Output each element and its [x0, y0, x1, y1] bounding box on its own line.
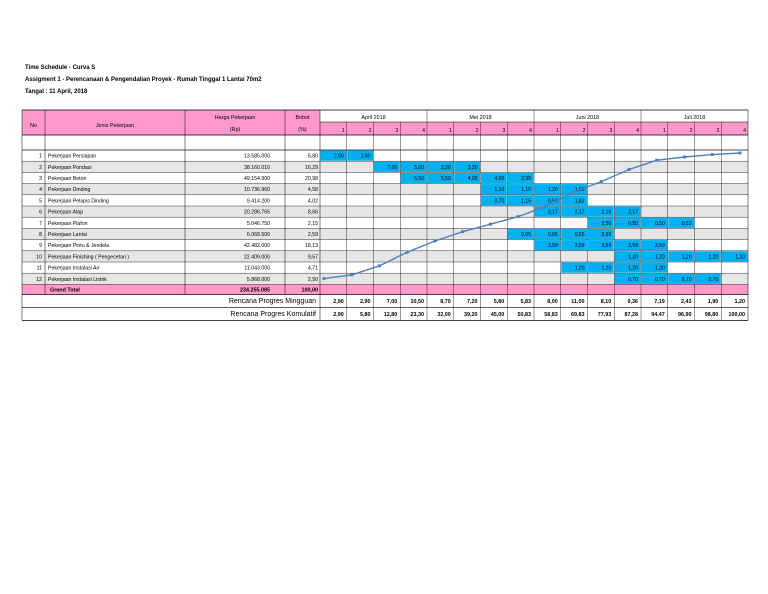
- row-price: 49.154.900: [244, 176, 270, 182]
- bar-value: 1,20: [628, 265, 638, 272]
- bar-value: 1,10: [494, 187, 505, 194]
- weekly-value: 2,90: [360, 298, 371, 305]
- s-curve-point: [323, 277, 326, 280]
- weekly-value: 7,19: [654, 298, 665, 305]
- bar-value: 0,70: [494, 198, 505, 205]
- week-header: 3: [609, 128, 613, 134]
- week-header: 2: [368, 128, 372, 134]
- bar-value: 3,59: [548, 243, 558, 250]
- col-weight-header: Bobot: [295, 115, 310, 121]
- weekly-value: 8,00: [547, 298, 558, 305]
- cumulative-value: 69,83: [571, 311, 585, 318]
- bar-value: 0,65: [574, 232, 585, 238]
- row-number: 12: [36, 276, 42, 283]
- week-header: 1: [448, 128, 452, 134]
- row-number: 8: [39, 232, 42, 238]
- row-job-name: Pekerjaan Dinding: [48, 187, 91, 194]
- week-header: 3: [502, 128, 506, 134]
- row-number: 1: [39, 153, 42, 160]
- row-job-name: Pekerjaan Lantai: [48, 232, 87, 238]
- cumulative-value: 58,83: [544, 311, 558, 318]
- weekly-value: 5,80: [493, 298, 505, 305]
- row-shade: [22, 228, 748, 239]
- s-curve-point: [406, 251, 409, 254]
- weekly-value: 10,50: [410, 298, 424, 305]
- cumulative-value: 94,47: [651, 311, 665, 318]
- row-price: 22.409.000: [244, 254, 270, 261]
- bar-value: 0,50: [601, 220, 612, 227]
- bar-value: 2,17: [628, 209, 638, 216]
- bar-value: 1,20: [655, 265, 665, 272]
- bar-value: 2,16: [601, 209, 612, 216]
- week-header: 2: [689, 128, 693, 134]
- s-curve-point: [433, 239, 436, 242]
- weekly-value: 1,20: [734, 298, 745, 305]
- row-number: 2: [39, 164, 42, 171]
- grand-total-band: [22, 284, 748, 294]
- bar-value: 7,00: [387, 164, 398, 171]
- weekly-value: 1,90: [707, 298, 719, 305]
- weekly-value: 8,10: [600, 298, 612, 305]
- bar-value: 2,98: [521, 176, 531, 182]
- row-price: 38.160.010: [244, 164, 270, 171]
- week-header: 4: [529, 128, 532, 134]
- row-price: 5.046.750: [246, 220, 270, 227]
- row-number: 9: [39, 243, 42, 250]
- document-date: Tangal : 11 April, 2018: [25, 89, 88, 95]
- row-price: 6.068.500: [246, 232, 270, 238]
- week-header: 1: [662, 128, 666, 134]
- row-number: 7: [39, 220, 42, 227]
- bar-value: 0,53: [681, 220, 692, 227]
- bar-value: 0,50: [628, 220, 638, 227]
- row-weight: 4,02: [307, 198, 318, 205]
- cumulative-value: 5,80: [360, 311, 371, 318]
- bar-value: 4,00: [494, 176, 505, 182]
- row-job-name: Pekerjaan Atap: [48, 209, 84, 216]
- col-job-header: Jenis Pekerjaan: [95, 123, 135, 129]
- cumulative-value: 12,80: [383, 311, 398, 318]
- row-price: 20.286.765: [244, 209, 270, 216]
- bar-value: 0,70: [708, 276, 719, 283]
- s-curve-point: [378, 264, 381, 267]
- bar-value: 1,20: [681, 254, 692, 261]
- week-header: 4: [422, 128, 425, 134]
- row-price: 11.043.000: [244, 265, 270, 272]
- bar-value: 5,50: [441, 176, 451, 182]
- s-curve-point: [517, 215, 520, 218]
- grand-total-label: Grand Total: [50, 287, 80, 294]
- month-header: Juli 2018: [683, 115, 706, 121]
- cumulative-value: 32,00: [437, 311, 451, 318]
- row-price: 10.736.960: [244, 187, 270, 194]
- bar-value: 5,50: [414, 176, 424, 182]
- bar-value: 1,20: [735, 254, 745, 261]
- row-weight: 2,15: [307, 220, 318, 227]
- weekly-value: 9,36: [627, 298, 638, 305]
- col-price-unit: (Rp): [229, 127, 241, 133]
- cumulative-value: 2,90: [333, 311, 344, 318]
- s-curve-point: [711, 153, 714, 156]
- bar-value: 4,00: [467, 176, 478, 182]
- weekly-label: Rencana Progres Mingguan: [228, 297, 316, 305]
- bar-value: 2,17: [574, 209, 585, 216]
- week-header: 2: [582, 128, 586, 134]
- bar-value: 0,65: [601, 232, 612, 238]
- row-weight: 16,29: [305, 164, 318, 171]
- cumulative-value: 45,00: [490, 311, 505, 318]
- weekly-value: 8,70: [440, 298, 451, 305]
- row-number: 3: [39, 176, 42, 182]
- weekly-value: 7,00: [386, 298, 398, 305]
- s-curve-point: [461, 230, 464, 233]
- row-job-name: Pekerjaan Persiapan: [48, 153, 97, 160]
- bar-value: 1,20: [708, 254, 719, 261]
- cumulative-value: 98,80: [704, 311, 719, 318]
- s-curve-point: [572, 191, 575, 194]
- col-no-header: No: [30, 123, 37, 129]
- row-weight: 18,13: [305, 243, 318, 250]
- row-weight: 4,71: [307, 265, 318, 272]
- row-job-name: Pekerjaan Pelapis Dinding: [48, 198, 109, 205]
- row-weight: 2,59: [307, 232, 318, 238]
- bar-value: 2,90: [360, 153, 371, 160]
- row-number: 10: [36, 254, 42, 261]
- weekly-value: 7,20: [467, 298, 478, 305]
- document-subtitle: Assigment 1 - Perencanaan & Pengendalian Proyek - Rumah Tinggal 1 Lantai 70m2: [25, 77, 262, 83]
- bar-value: 0,65: [548, 232, 558, 238]
- cumulative-label: Rencana Progres Komulatif: [230, 310, 316, 318]
- week-header: 2: [475, 128, 479, 134]
- week-header: 4: [636, 128, 639, 134]
- s-curve-point: [544, 205, 547, 208]
- row-shade: [22, 184, 748, 195]
- cumulative-value: 96,90: [678, 311, 692, 318]
- bar-value: 5,00: [414, 164, 424, 171]
- grand-total-weight: 100,00: [301, 287, 318, 294]
- bar-value: 0,50: [548, 198, 558, 205]
- bar-value: 1,58: [574, 187, 585, 194]
- week-header: 3: [395, 128, 399, 134]
- weekly-value: 2,90: [333, 298, 344, 305]
- bar-value: 3,59: [601, 243, 612, 250]
- row-weight: 8,66: [307, 209, 318, 216]
- row-price: 5.868.000: [246, 276, 270, 283]
- s-curve-point: [489, 223, 492, 226]
- cumulative-value: 77,93: [597, 311, 612, 318]
- weekly-value: 11,00: [571, 298, 585, 305]
- col-weight-unit: (%): [298, 127, 307, 133]
- row-weight: 20,98: [305, 176, 318, 182]
- bar-value: 1,10: [521, 187, 531, 194]
- row-number: 11: [36, 265, 42, 272]
- row-job-name: Pekerjaan Pintu & Jendela: [48, 243, 110, 250]
- bar-value: 0,65: [521, 232, 531, 238]
- s-curve-point: [600, 180, 603, 183]
- month-header: April 2018: [361, 115, 386, 121]
- row-job-name: Pekerjaan Instalasi Air: [48, 265, 100, 272]
- month-header: Mei 2018: [469, 115, 492, 121]
- weekly-value: 5,83: [520, 298, 531, 305]
- cumulative-value: 23,30: [410, 311, 424, 318]
- bar-value: 1,20: [548, 187, 558, 194]
- bar-value: 1,20: [601, 265, 612, 272]
- cumulative-value: 100,00: [728, 311, 745, 318]
- cumulative-value: 87,28: [624, 311, 638, 318]
- cumulative-value: 50,83: [517, 311, 531, 318]
- bar-value: 3,20: [441, 164, 451, 171]
- row-price: 9.414.200: [246, 198, 270, 205]
- weekly-value: 2,43: [681, 298, 692, 305]
- s-curve-point: [739, 152, 742, 155]
- row-number: 6: [39, 209, 42, 216]
- row-job-name: Pekerjaan Beton: [48, 176, 87, 182]
- grand-total-price: 234.255.085: [240, 287, 270, 294]
- row-weight: 9,57: [307, 254, 318, 261]
- col-price-header: Harga Pekerjaan: [214, 115, 256, 121]
- row-job-name: Pekerjaan Finishing ( Pengecetan ): [48, 254, 130, 261]
- bar-value: 0,50: [655, 220, 665, 227]
- document-title: Time Schedule - Curva S: [25, 65, 96, 71]
- row-price: 13.585.000: [244, 153, 270, 160]
- bar-value: 3,59: [574, 243, 585, 250]
- row-job-name: Pekerjaan Pondasi: [48, 164, 92, 171]
- week-header: 1: [555, 128, 559, 134]
- row-weight: 2,50: [307, 276, 318, 283]
- bar-value: 1,82: [574, 198, 585, 205]
- bar-value: 3,20: [467, 164, 478, 171]
- week-header: 1: [341, 128, 345, 134]
- row-weight: 4,58: [307, 187, 318, 194]
- s-curve-point: [350, 273, 353, 276]
- s-curve-point: [683, 156, 686, 159]
- bar-value: 2,17: [548, 209, 558, 216]
- month-header: Juni 2018: [575, 115, 600, 121]
- bar-value: 1,20: [655, 254, 665, 261]
- bar-value: 3,59: [655, 243, 665, 250]
- bar-value: 0,70: [681, 276, 692, 283]
- header-band: [22, 110, 320, 135]
- bar-value: 2,90: [334, 153, 344, 160]
- row-job-name: Pekerjaan Instalasi Listrik: [48, 276, 107, 283]
- bar-value: 0,70: [655, 276, 665, 283]
- bar-value: 3,59: [628, 243, 638, 250]
- week-header: 3: [716, 128, 720, 134]
- s-curve-point: [655, 159, 658, 162]
- row-weight: 5,80: [307, 153, 318, 160]
- cumulative-value: 39,20: [464, 311, 478, 318]
- bar-value: 1,15: [521, 198, 531, 205]
- row-price: 42.482.000: [244, 243, 270, 250]
- bar-value: 0,70: [628, 276, 638, 283]
- row-number: 4: [39, 187, 42, 194]
- row-job-name: Pekerjaan Plafon: [48, 220, 88, 227]
- row-number: 5: [39, 198, 42, 205]
- week-header: 4: [743, 128, 746, 134]
- s-curve-point: [628, 168, 631, 171]
- bar-value: 1,20: [628, 254, 638, 261]
- bar-value: 1,20: [574, 265, 585, 272]
